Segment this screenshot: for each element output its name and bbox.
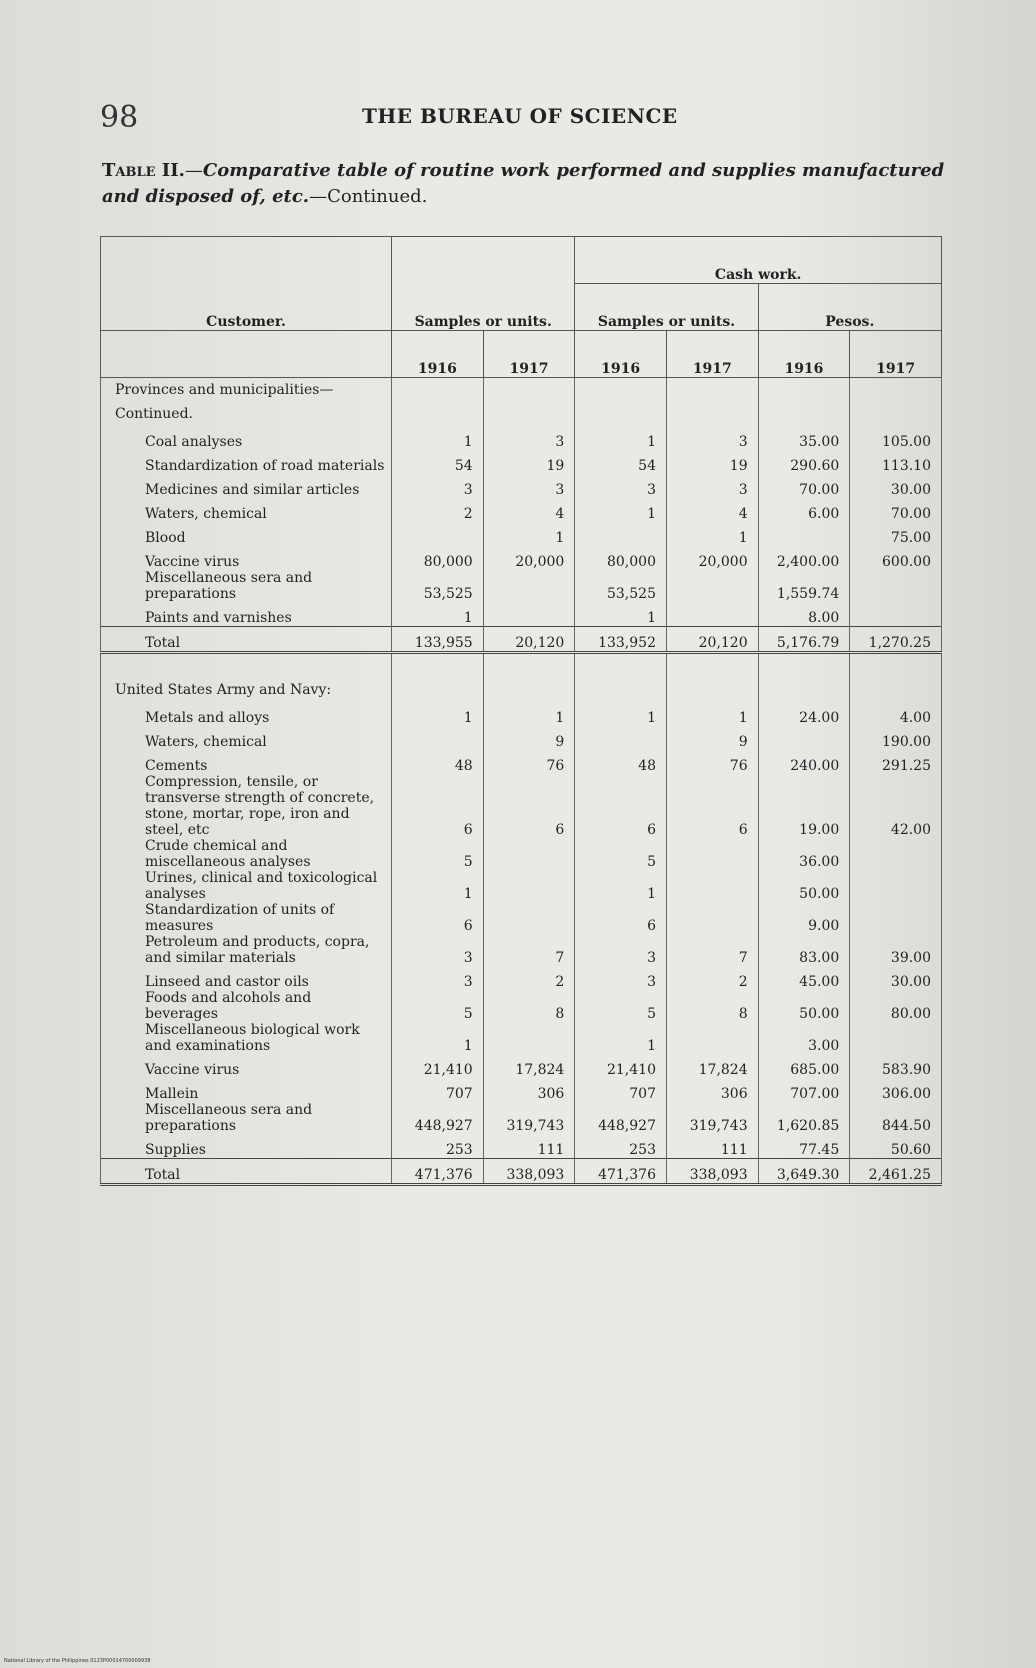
value-cell: 35.00: [758, 426, 850, 450]
row-label: Urines, clinical and toxicological analyses: [101, 870, 392, 902]
value-cell: [483, 870, 575, 902]
header-year: 1916: [758, 331, 850, 378]
value-cell: 2: [392, 498, 484, 522]
value-cell: 19: [483, 450, 575, 474]
value-cell: 3: [483, 426, 575, 450]
row-label: Blood: [101, 522, 392, 546]
row-label: Linseed and castor oils: [101, 966, 392, 990]
row-label: Metals and alloys: [101, 702, 392, 726]
value-cell: 707: [575, 1078, 667, 1102]
value-cell: 7: [666, 934, 758, 966]
value-cell: 36.00: [758, 838, 850, 870]
value-cell: 45.00: [758, 966, 850, 990]
header-blank: [101, 331, 392, 378]
table-row: [101, 774, 942, 838]
empty-cell: [758, 653, 850, 703]
value-cell: 8: [483, 990, 575, 1022]
value-cell: 42.00: [850, 774, 942, 838]
empty-cell: [392, 378, 484, 427]
row-label: Coal analyses: [101, 426, 392, 450]
total-value: 1,270.25: [850, 627, 942, 653]
caption-suffix: —Continued.: [309, 186, 428, 207]
total-label: Total: [101, 1159, 392, 1185]
value-cell: 48: [392, 750, 484, 774]
value-cell: 20,000: [666, 546, 758, 570]
value-cell: [483, 602, 575, 627]
table-row: [101, 966, 942, 990]
value-cell: 21,410: [392, 1054, 484, 1078]
value-cell: 8.00: [758, 602, 850, 627]
table-row: [101, 870, 942, 902]
table-row: [101, 602, 942, 627]
value-cell: 111: [483, 1134, 575, 1159]
header-cash-samples: Samples or units.: [575, 284, 758, 331]
value-cell: 3: [575, 474, 667, 498]
value-cell: 1: [392, 870, 484, 902]
value-cell: 80,000: [392, 546, 484, 570]
value-cell: [666, 602, 758, 627]
table-body: [101, 378, 942, 1185]
value-cell: 8: [666, 990, 758, 1022]
value-cell: 1,559.74: [758, 570, 850, 602]
value-cell: 17,824: [666, 1054, 758, 1078]
table-row: [101, 934, 942, 966]
value-cell: 7: [483, 934, 575, 966]
value-cell: 54: [392, 450, 484, 474]
empty-cell: [850, 653, 942, 703]
row-label: Miscellaneous sera and preparations: [101, 1102, 392, 1134]
value-cell: 306.00: [850, 1078, 942, 1102]
value-cell: 6: [392, 902, 484, 934]
value-cell: 240.00: [758, 750, 850, 774]
value-cell: 76: [666, 750, 758, 774]
empty-cell: [483, 378, 575, 427]
value-cell: 70.00: [850, 498, 942, 522]
total-value: 20,120: [666, 627, 758, 653]
row-label: Cements: [101, 750, 392, 774]
value-cell: [392, 522, 484, 546]
value-cell: 253: [392, 1134, 484, 1159]
row-label: Compression, tensile, or transverse strength of concrete, stone, mortar, rope, iron and steel, etc: [101, 774, 392, 838]
row-label: Standardization of units of measures: [101, 902, 392, 934]
value-cell: 3: [575, 966, 667, 990]
section-title: Provinces and municipalities—Continued.: [101, 378, 392, 427]
value-cell: 105.00: [850, 426, 942, 450]
value-cell: 5: [392, 990, 484, 1022]
value-cell: 1,620.85: [758, 1102, 850, 1134]
value-cell: [666, 570, 758, 602]
table-row: [101, 570, 942, 602]
caption-dash: —: [184, 160, 203, 181]
value-cell: 54: [575, 450, 667, 474]
row-label: Miscellaneous biological work and examinations: [101, 1022, 392, 1054]
table-row: [101, 902, 942, 934]
value-cell: 1: [483, 522, 575, 546]
value-cell: 2: [666, 966, 758, 990]
value-cell: 5: [575, 990, 667, 1022]
table-row: [101, 522, 942, 546]
value-cell: 6: [392, 774, 484, 838]
value-cell: 30.00: [850, 474, 942, 498]
total-value: 471,376: [575, 1159, 667, 1185]
empty-cell: [666, 378, 758, 427]
value-cell: 3.00: [758, 1022, 850, 1054]
total-value: 471,376: [392, 1159, 484, 1185]
value-cell: [758, 726, 850, 750]
value-cell: 6: [575, 774, 667, 838]
value-cell: 17,824: [483, 1054, 575, 1078]
value-cell: 306: [666, 1078, 758, 1102]
empty-cell: [575, 653, 667, 703]
table-row: [101, 1102, 942, 1134]
header-customer: Customer.: [101, 237, 392, 331]
value-cell: 19.00: [758, 774, 850, 838]
section-header-row: [101, 378, 942, 427]
row-label: Waters, chemical: [101, 726, 392, 750]
value-cell: 5: [392, 838, 484, 870]
empty-cell: [575, 378, 667, 427]
total-value: 133,955: [392, 627, 484, 653]
footer-credit: National Library of the Philippines 0123P00014700009938: [4, 1658, 151, 1664]
total-row: [101, 627, 942, 653]
row-label: Petroleum and products, copra, and similar materials: [101, 934, 392, 966]
value-cell: [575, 522, 667, 546]
value-cell: 4: [666, 498, 758, 522]
value-cell: 111: [666, 1134, 758, 1159]
value-cell: 306: [483, 1078, 575, 1102]
empty-cell: [392, 653, 484, 703]
row-label: Vaccine virus: [101, 546, 392, 570]
value-cell: 685.00: [758, 1054, 850, 1078]
value-cell: 19: [666, 450, 758, 474]
value-cell: [483, 1022, 575, 1054]
table-row: [101, 498, 942, 522]
header-year: 1917: [483, 331, 575, 378]
value-cell: 48: [575, 750, 667, 774]
page-title: THE BUREAU OF SCIENCE: [362, 104, 678, 128]
total-value: 2,461.25: [850, 1159, 942, 1185]
value-cell: [483, 838, 575, 870]
value-cell: 2,400.00: [758, 546, 850, 570]
value-cell: 190.00: [850, 726, 942, 750]
value-cell: 2: [483, 966, 575, 990]
value-cell: 319,743: [483, 1102, 575, 1134]
header-cash-work: Cash work.: [575, 237, 942, 284]
value-cell: 77.45: [758, 1134, 850, 1159]
value-cell: 448,927: [575, 1102, 667, 1134]
value-cell: 3: [392, 966, 484, 990]
value-cell: 20,000: [483, 546, 575, 570]
value-cell: 1: [575, 426, 667, 450]
value-cell: [850, 570, 942, 602]
header-samples: Samples or units.: [392, 237, 575, 331]
section-header-row: [101, 653, 942, 703]
value-cell: 319,743: [666, 1102, 758, 1134]
value-cell: 448,927: [392, 1102, 484, 1134]
table-row: [101, 1134, 942, 1159]
row-label: Miscellaneous sera and preparations: [101, 570, 392, 602]
value-cell: 253: [575, 1134, 667, 1159]
value-cell: 50.00: [758, 870, 850, 902]
value-cell: 291.25: [850, 750, 942, 774]
value-cell: [758, 522, 850, 546]
table-row: [101, 1022, 942, 1054]
total-value: 3,649.30: [758, 1159, 850, 1185]
row-label: Vaccine virus: [101, 1054, 392, 1078]
value-cell: 21,410: [575, 1054, 667, 1078]
value-cell: [666, 870, 758, 902]
value-cell: 75.00: [850, 522, 942, 546]
value-cell: 1: [666, 522, 758, 546]
table-label: Table II.: [102, 160, 185, 181]
table-row: [101, 474, 942, 498]
value-cell: 6: [575, 902, 667, 934]
row-label: Paints and varnishes: [101, 602, 392, 627]
value-cell: [392, 726, 484, 750]
table-row: [101, 546, 942, 570]
row-label: Standardization of road materials: [101, 450, 392, 474]
caption-italic: Comparative table of routine work performed and supplies manufactured and disposed of, etc.: [102, 160, 945, 207]
header-year: 1917: [850, 331, 942, 378]
value-cell: 1: [483, 702, 575, 726]
total-label: Total: [101, 627, 392, 653]
value-cell: 53,525: [392, 570, 484, 602]
empty-cell: [758, 378, 850, 427]
value-cell: 80,000: [575, 546, 667, 570]
value-cell: 80.00: [850, 990, 942, 1022]
value-cell: 50.60: [850, 1134, 942, 1159]
row-label: Supplies: [101, 1134, 392, 1159]
value-cell: 3: [666, 426, 758, 450]
value-cell: 290.60: [758, 450, 850, 474]
empty-cell: [483, 653, 575, 703]
value-cell: 9: [666, 726, 758, 750]
total-value: 338,093: [666, 1159, 758, 1185]
value-cell: 3: [483, 474, 575, 498]
value-cell: 1: [392, 702, 484, 726]
value-cell: 113.10: [850, 450, 942, 474]
value-cell: 600.00: [850, 546, 942, 570]
value-cell: 1: [575, 1022, 667, 1054]
value-cell: [666, 838, 758, 870]
value-cell: 9: [483, 726, 575, 750]
table-row: [101, 450, 942, 474]
row-label: Medicines and similar articles: [101, 474, 392, 498]
table-row: [101, 426, 942, 450]
value-cell: 5: [575, 838, 667, 870]
value-cell: 9.00: [758, 902, 850, 934]
value-cell: [850, 838, 942, 870]
value-cell: 583.90: [850, 1054, 942, 1078]
value-cell: 4.00: [850, 702, 942, 726]
total-value: 5,176.79: [758, 627, 850, 653]
row-label: Waters, chemical: [101, 498, 392, 522]
value-cell: 3: [392, 474, 484, 498]
value-cell: 3: [666, 474, 758, 498]
section-title: United States Army and Navy:: [101, 653, 392, 703]
value-cell: 39.00: [850, 934, 942, 966]
header-year: 1917: [666, 331, 758, 378]
value-cell: [575, 726, 667, 750]
table-row: [101, 750, 942, 774]
value-cell: [850, 902, 942, 934]
data-table: [100, 236, 942, 1186]
value-cell: 70.00: [758, 474, 850, 498]
value-cell: 6: [483, 774, 575, 838]
header-year: 1916: [392, 331, 484, 378]
value-cell: 844.50: [850, 1102, 942, 1134]
value-cell: 3: [392, 934, 484, 966]
value-cell: 6.00: [758, 498, 850, 522]
total-row: [101, 1159, 942, 1185]
table-row: [101, 1054, 942, 1078]
value-cell: 707.00: [758, 1078, 850, 1102]
total-value: 338,093: [483, 1159, 575, 1185]
empty-cell: [850, 378, 942, 427]
value-cell: 1: [392, 602, 484, 627]
value-cell: 30.00: [850, 966, 942, 990]
table-row: [101, 1078, 942, 1102]
header-year: 1916: [575, 331, 667, 378]
page-number: 98: [100, 100, 139, 135]
total-value: 133,952: [575, 627, 667, 653]
value-cell: [666, 1022, 758, 1054]
value-cell: [483, 902, 575, 934]
table-caption: [102, 158, 952, 210]
value-cell: 24.00: [758, 702, 850, 726]
table-row: [101, 702, 942, 726]
row-label: Mallein: [101, 1078, 392, 1102]
value-cell: 50.00: [758, 990, 850, 1022]
value-cell: 1: [666, 702, 758, 726]
empty-cell: [666, 653, 758, 703]
table-row: [101, 990, 942, 1022]
table-row: [101, 726, 942, 750]
value-cell: [850, 602, 942, 627]
value-cell: 53,525: [575, 570, 667, 602]
total-value: 20,120: [483, 627, 575, 653]
value-cell: 3: [575, 934, 667, 966]
value-cell: 1: [575, 602, 667, 627]
value-cell: [850, 1022, 942, 1054]
value-cell: 1: [392, 1022, 484, 1054]
value-cell: 1: [392, 426, 484, 450]
value-cell: [850, 870, 942, 902]
value-cell: 1: [575, 702, 667, 726]
header-pesos: Pesos.: [758, 284, 941, 331]
value-cell: 707: [392, 1078, 484, 1102]
row-label: Crude chemical and miscellaneous analyses: [101, 838, 392, 870]
value-cell: [483, 570, 575, 602]
value-cell: 83.00: [758, 934, 850, 966]
table-row: [101, 838, 942, 870]
row-label: Foods and alcohols and beverages: [101, 990, 392, 1022]
value-cell: 6: [666, 774, 758, 838]
value-cell: [666, 902, 758, 934]
value-cell: 1: [575, 498, 667, 522]
value-cell: 76: [483, 750, 575, 774]
value-cell: 1: [575, 870, 667, 902]
value-cell: 4: [483, 498, 575, 522]
